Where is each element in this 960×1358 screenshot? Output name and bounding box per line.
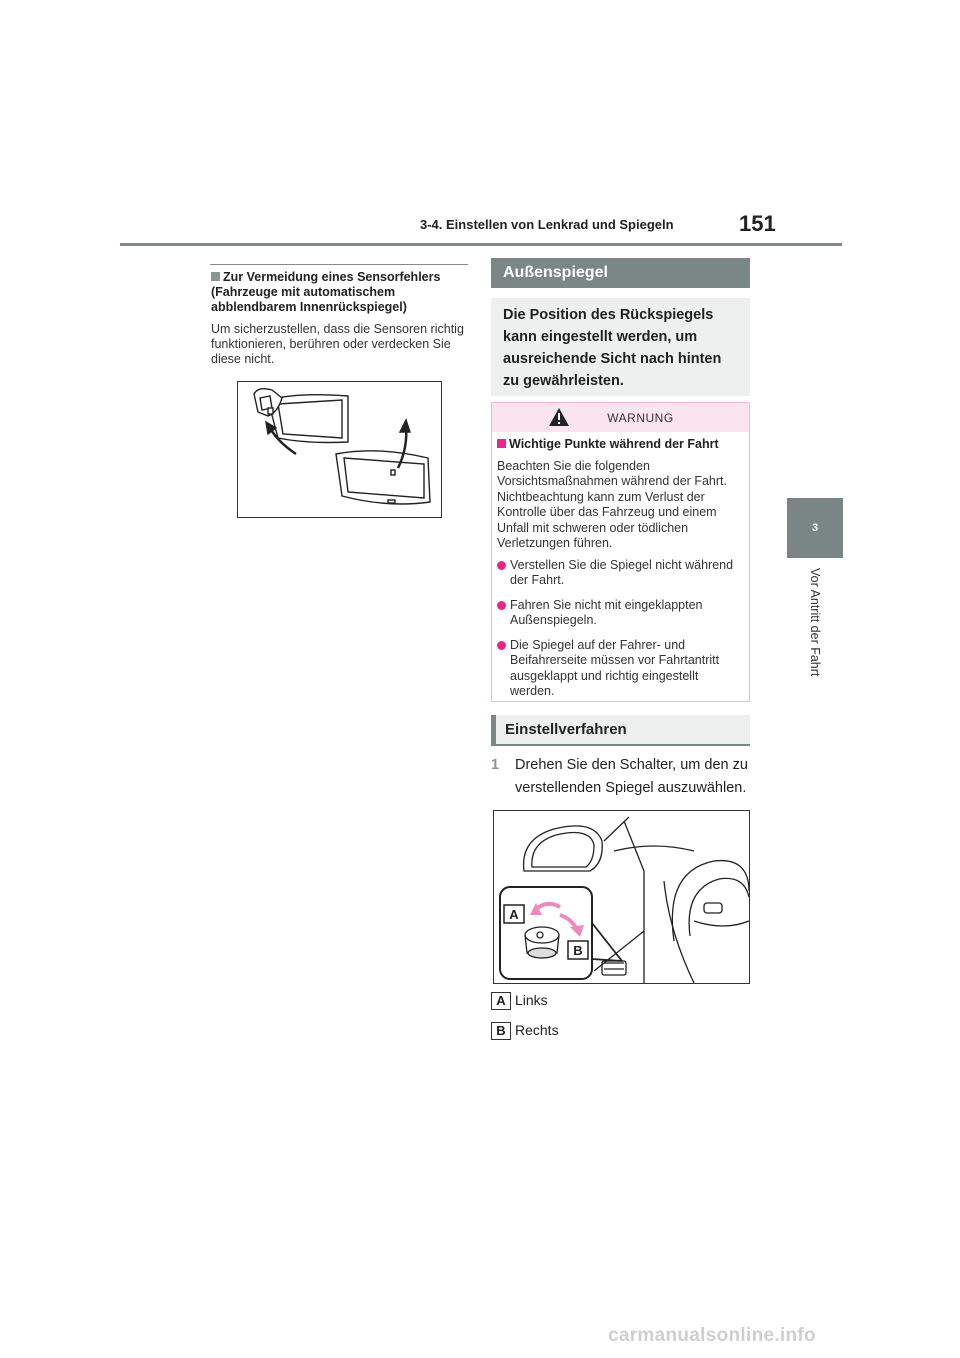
legend-text: Rechts <box>515 1022 559 1038</box>
callout-label-a: A <box>509 907 519 922</box>
warning-box <box>491 402 750 702</box>
bullet-dot-icon <box>497 641 506 650</box>
warning-text: Beachten Sie die folgenden Vorsichtsmaßnahmen während der Fahrt. Nichtbeachtung kann zum Verlust der Kontrolle über das Fahrzeug und einem Unfall mit schweren oder tödlichen Verletzungen führen. <box>497 458 727 550</box>
warning-bullet-text: Verstellen Sie die Spiegel nicht während der Fahrt. <box>510 557 734 587</box>
legend-text: Links <box>515 992 548 1008</box>
warning-bullet <box>497 638 745 700</box>
sensor-heading <box>211 270 473 315</box>
mirror-switch-illustration <box>494 811 749 983</box>
mirror-switch-figure <box>493 810 750 984</box>
step-number: 1 <box>491 757 500 773</box>
warning-header <box>492 403 749 432</box>
section-heading: 3-4. Einstellen von Lenkrad und Spiegeln <box>420 217 674 232</box>
procedure-title: Einstellverfahren <box>505 721 627 738</box>
step-text: Drehen Sie den Schalter, um den zu verstellenden Spiegel auszuwählen. <box>515 757 748 796</box>
square-bullet-icon <box>497 439 506 448</box>
inner-mirror-figure <box>237 381 442 518</box>
watermark: carmanualsonline.info <box>608 1325 816 1346</box>
bullet-dot-icon <box>497 601 506 610</box>
warning-bullet <box>497 558 745 589</box>
warning-bullet-text: Fahren Sie nicht mit eingeklappten Außenspiegeln. <box>510 597 703 627</box>
page-number: 151 <box>739 211 776 236</box>
warning-bullet-text: Die Spiegel auf der Fahrer- und Beifahrerseite müssen vor Fahrtantritt ausgeklappt und richtig eingestellt werden. <box>510 637 720 698</box>
square-bullet-icon <box>211 272 220 281</box>
chapter-number: 3 <box>811 522 819 534</box>
section-title-bar <box>491 258 750 288</box>
callout-label-b: B <box>573 943 583 958</box>
bullet-dot-icon <box>497 561 506 570</box>
warning-subheading: Wichtige Punkte während der Fahrt <box>509 437 719 451</box>
chapter-title-vertical <box>790 568 840 708</box>
left-rule <box>210 264 468 265</box>
chapter-title: Vor Antritt der Fahrt <box>808 568 822 677</box>
legend-key: A <box>491 992 511 1010</box>
legend-key: B <box>491 1022 511 1040</box>
procedure-title-bar <box>491 715 750 746</box>
intro-box <box>491 298 750 396</box>
warning-body <box>497 437 745 709</box>
intro-text: Die Position des Rückspiegels kann eingestellt werden, um ausreichende Sicht nach hinten zu gewährleisten. <box>503 307 722 389</box>
inner-mirror-illustration <box>238 382 441 517</box>
sensor-heading-text: Zur Vermeidung eines Sensorfehlers (Fahrzeuge mit automatischem abblendbarem Innenrückspiegel) <box>211 270 441 314</box>
chapter-tab <box>787 498 843 558</box>
warning-label: WARNUNG <box>607 411 674 425</box>
warning-bullet <box>497 598 745 629</box>
header-rule <box>120 243 842 246</box>
sensor-body: Um sicherzustellen, dass die Sensoren richtig funktionieren, berühren oder verdecken Sie diese nicht. <box>211 322 464 366</box>
section-title: Außenspiegel <box>503 264 608 281</box>
